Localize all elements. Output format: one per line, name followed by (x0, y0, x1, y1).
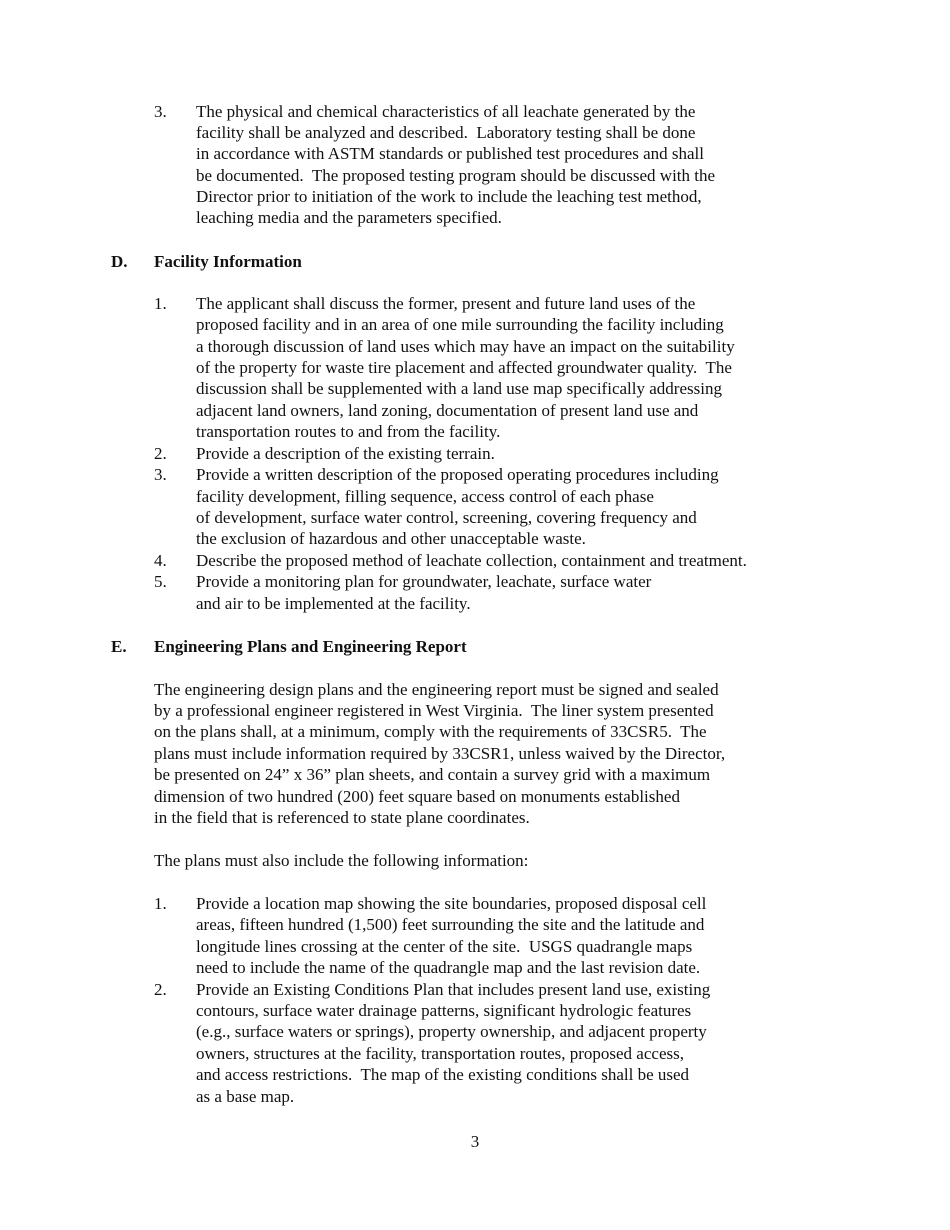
text-line: as a base map. (196, 1087, 295, 1106)
text-line: Provide a description of the existing terrain. (196, 444, 495, 463)
text-line: on the plans shall, at a minimum, comply with the requirements of 33CSR5. The (154, 722, 707, 741)
text-line: The applicant shall discuss the former, present and future land uses of the (196, 294, 696, 313)
list-number: 5. (154, 572, 167, 591)
text-line: The physical and chemical characteristics of all leachate generated by the (196, 102, 696, 121)
text-line: need to include the name of the quadrangle map and the last revision date. (196, 958, 701, 977)
list-number: 4. (154, 551, 167, 570)
text-line: adjacent land owners, land zoning, documentation of present land use and (196, 401, 699, 420)
list-number: 2. (154, 444, 167, 463)
text-line: the exclusion of hazardous and other unacceptable waste. (196, 529, 586, 548)
text-line: and access restrictions. The map of the existing conditions shall be used (196, 1065, 690, 1084)
list-number: 1. (154, 894, 167, 913)
list-number: 1. (154, 294, 167, 313)
text-line: a thorough discussion of land uses which may have an impact on the suitability (196, 337, 735, 356)
section-heading: Facility Information (154, 252, 302, 271)
text-line: dimension of two hundred (200) feet square based on monuments established (154, 787, 680, 806)
text-line: plans must include information required by 33CSR1, unless waived by the Director, (154, 744, 726, 763)
text-line: Provide a monitoring plan for groundwater, leachate, surface water (196, 572, 652, 591)
text-line: in the field that is referenced to state plane coordinates. (154, 808, 530, 827)
section-heading: Engineering Plans and Engineering Report (154, 637, 467, 656)
page-number: 3 (470, 1132, 480, 1151)
text-line: owners, structures at the facility, transportation routes, proposed access, (196, 1044, 684, 1063)
text-line: longitude lines crossing at the center of the site. USGS quadrangle maps (196, 937, 693, 956)
lead-in-text: The plans must also include the following information: (154, 851, 529, 870)
text-line: in accordance with ASTM standards or published test procedures and shall (196, 144, 704, 163)
text-line: of development, surface water control, screening, covering frequency and (196, 508, 697, 527)
text-line: Provide a location map showing the site boundaries, proposed disposal cell (196, 894, 707, 913)
text-line: be presented on 24” x 36” plan sheets, and contain a survey grid with a maximum (154, 765, 711, 784)
text-line: The engineering design plans and the engineering report must be signed and sealed (154, 680, 719, 699)
list-number: 3. (154, 102, 167, 121)
text-line: discussion shall be supplemented with a land use map specifically addressing (196, 379, 722, 398)
section-letter: E. (111, 637, 127, 656)
text-line: Director prior to initiation of the work to include the leaching test method, (196, 187, 702, 206)
text-line: proposed facility and in an area of one mile surrounding the facility including (196, 315, 724, 334)
text-line: Provide a written description of the proposed operating procedures including (196, 465, 719, 484)
text-line: be documented. The proposed testing program should be discussed with the (196, 166, 716, 185)
text-line: facility development, filling sequence, access control of each phase (196, 487, 654, 506)
text-line: (e.g., surface waters or springs), property ownership, and adjacent property (196, 1022, 707, 1041)
text-line: by a professional engineer registered in West Virginia. The liner system presented (154, 701, 714, 720)
text-line: facility shall be analyzed and described. Laboratory testing shall be done (196, 123, 696, 142)
text-line: Provide an Existing Conditions Plan that includes present land use, existing (196, 980, 711, 999)
text-line: contours, surface water drainage patterns, significant hydrologic features (196, 1001, 692, 1020)
text-line: Describe the proposed method of leachate collection, containment and treatment. (196, 551, 747, 570)
list-number: 2. (154, 980, 167, 999)
list-number: 3. (154, 465, 167, 484)
text-line: transportation routes to and from the facility. (196, 422, 501, 441)
text-line: leaching media and the parameters specified. (196, 208, 502, 227)
text-line: and air to be implemented at the facility. (196, 594, 471, 613)
section-letter: D. (111, 252, 128, 271)
text-line: of the property for waste tire placement and affected groundwater quality. The (196, 358, 732, 377)
text-line: areas, fifteen hundred (1,500) feet surrounding the site and the latitude and (196, 915, 705, 934)
